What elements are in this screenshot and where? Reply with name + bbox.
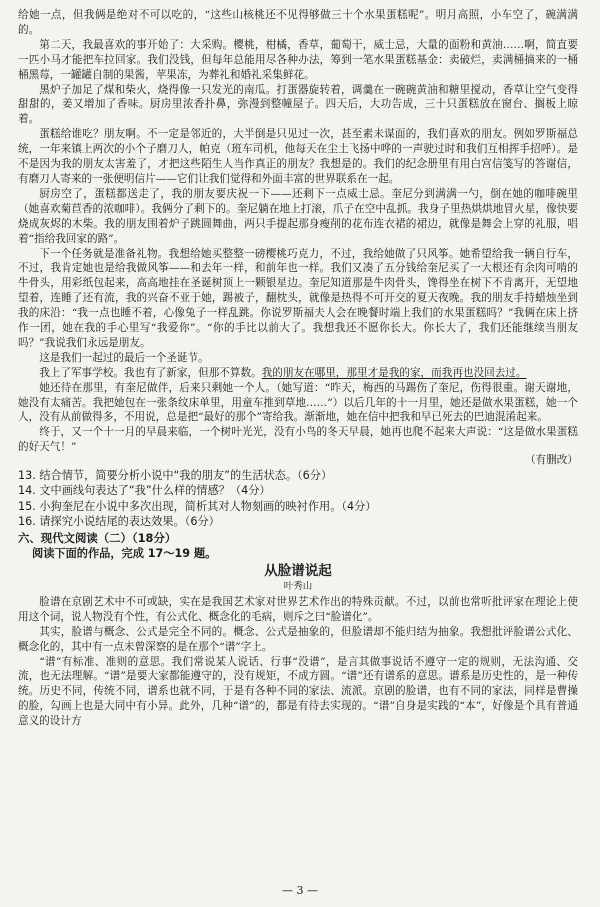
question-14: 14. 文中画线句表达了“我”什么样的情感？（4分） bbox=[18, 484, 271, 498]
story-paragraph-6: 下一个任务就是准备礼物。我想给她买整整一磅樱桃巧克力，不过，我给她做了只风筝。她希望给我一辆自行车，不过，我肯定她也是给我做风筝——和去年一样，和前年也一样。我们又凑了五分钱给奎尼买了一大根还有余肉可啃的牛骨头，用彩纸包起来，高高地挂在圣诞树顶上一颗银星边。奎尼知道那是牛肉骨头，馋得坐在树下不肯离开，无望地望着，连睡了还有流，我的兴奋不亚于她，踢被子，翻枕头，就像是热得不可开交的夏天夜晚。我的朋友手持蜡烛坐到我的床沿：“我一点也睡不着，心像兔子一样乱跳。你说罗斯福夫人会在晚餐时端上我们的水果蛋糕吗？”我俩在床上挤作一团，她在我的手心里写“我爱你”。“你的手比以前大了。我想我还不愿你长大。你长大了，我们还能继续当朋友吗？”我说我们永远是朋友。 bbox=[18, 247, 578, 349]
question-15: 15. 小狗奎尼在小说中多次出现，简析其对人物刻画的映衬作用。（4分） bbox=[18, 499, 377, 513]
section-instruction: 阅读下面的作品，完成 17～19 题。 bbox=[32, 546, 217, 560]
question-13: 13. 结合情节，简要分析小说中“我的朋友”的生活状态。（6分） bbox=[18, 469, 333, 483]
article-paragraph-3: “谱”有标准、准则的意思。我们常说某人说话、行事“没谱”，是言其做事说话不遵守一定的规则，无法沟通、交流，也无法理解。“谱”是要大家都能遵守的，没有规矩，不成方圆。“谱”还有谱系的意思。谱系是历史性的，是一种传统。历史不同，传统不同，谱系也就不同，于是有各种不同的家法、流派。京剧的脸谱，也有不同的家法，同样是曹操的脸，勾画上也是大同中有小异。此外，几种“谱”的，都是有待去实现的。“谱”自身是实践的“本”，好像是个具有普通意义的设计方 bbox=[18, 655, 578, 728]
article-title: 从脸谱说起 bbox=[264, 562, 332, 579]
story-paragraph-3: 黑炉子加足了煤和柴火，烧得像一只发光的南瓜。打蛋器旋转着，调羹在一碗碗黄油和糖里搅动，香草让空气变得甜甜的，姜又增加了香味。厨房里浓香扑鼻，弥漫到整幢屋子。四天后，大功告成，三十只蛋糕放在窗台、搁板上晾着。 bbox=[18, 83, 578, 126]
story-paragraph-5: 厨房空了，蛋糕都送走了，我的朋友要庆祝一下——还剩下一点威士忌。奎尼分到满满一勺，倒在她的咖啡碗里（她喜欢菊苣香的浓咖啡）。我俩分了剩下的。奎尼躺在地上打滚，爪子在空中乱抓。我身子里热烘烘地冒火星，像快要烧成灰烬的木柴。我的朋友围着炉子跳圆舞曲，两只手提起那身瘦削的花布连衣裙的裙边，就像是舞会上穿的礼服，唱着“指给我回家的路”。 bbox=[18, 187, 578, 245]
source-note: （有删改） bbox=[525, 454, 578, 467]
article-author: 叶秀山 bbox=[283, 580, 313, 592]
story-paragraph-10: 终于，又一个十一月的早晨来临，一个树叶光光，没有小鸟的冬天早晨，她再也爬不起来大声说：“这是做水果蛋糕的好天气！” bbox=[18, 426, 578, 454]
story-body bbox=[18, 8, 578, 468]
questions bbox=[18, 468, 578, 529]
page-number: — 3 — bbox=[282, 884, 318, 897]
story-paragraph-7: 这是我们一起过的最后一个圣诞节。 bbox=[39, 351, 209, 364]
story-paragraph-4: 蛋糕给谁吃？朋友啊。不一定是邻近的，大半倒是只见过一次，甚至素未谋面的，我们喜欢的朋友。例如罗斯福总统，一年来镇上两次的小个子磨刀人，帕克（班车司机，他每天在尘土飞扬中哗的一声驶过时和我们互相挥手招呼）。是不是因为我的朋友太害羞了，才把这些陌生人当作真正的朋友？我想是的。我们的纪念册里有用白宫信笺写的答谢信，有磨刀人寄来的一张便明信片——它们让我们觉得和外面丰富的世界联系在一起。 bbox=[18, 128, 578, 185]
section-heading: 六、现代文阅读（二）（18分） bbox=[18, 530, 177, 545]
article-paragraph-2: 其实，脸谱与概念、公式是完全不同的。概念、公式是抽象的，但脸谱却不能归结为抽象。我想批评脸谱公式化、概念化的，其中有一点未曾深察的是在那个“谱”字上。 bbox=[18, 625, 578, 653]
story-paragraph-2: 第二天，我最喜欢的事开始了：大采购。樱桃，柑橘，香草，葡萄干，威士忌，大量的面粉和黄油……啊，简直要一匹小马才能把车拉回家。我们没钱，但每年总能用尽各种办法，筹到一笔水果蛋糕基金：卖破烂，卖满桶摘来的一桶桶黑莓，一罐罐自制的果酱，苹果冻，为葬礼和婚礼采集鲜花。 bbox=[18, 38, 578, 81]
story-paragraph-1: 给她一点，但我俩是绝对不可以吃的，“这些山核桃还不见得够做三十个水果蛋糕呢”。明月高照，小车空了，碗满满的。 bbox=[18, 9, 578, 36]
underlined-sentence: 我的朋友在哪里，那里才是我的家，而我再也没回去过。 bbox=[261, 366, 527, 379]
story-paragraph-9: 她还待在那里，有奎尼做伴，后来只剩她一个人。（她写道：“昨天，梅西的马踢伤了奎尼，伤得很重。谢天谢地，她没有太痛苦。我把她包在一张条纹床单里，用童车推到草地……”）以后几年的十一月里，她还是做水果蛋糕，她一个人，没有从前做得多，不用说，总是把“最好的那个”寄给我。渐渐地，她在信中把我和早已死去的巴迪混淆起来。 bbox=[18, 381, 578, 424]
question-16: 16. 请探究小说结尾的表达效果。（6分） bbox=[18, 514, 220, 528]
story-paragraph-8 bbox=[18, 366, 578, 381]
story-paragraph-8-text: 我上了军事学校。我也有了新家，但那不算数。 bbox=[39, 366, 262, 379]
article-body bbox=[18, 595, 578, 729]
article-paragraph-1: 脸谱在京剧艺术中不可或缺，实在是我国艺术家对世界艺术作出的特殊贡献。不过，以前也常听批评家在理论上使用这个词，说人物没有个性，有公式化、概念化的毛病，则斥之曰“脸谱化”。 bbox=[18, 595, 578, 623]
